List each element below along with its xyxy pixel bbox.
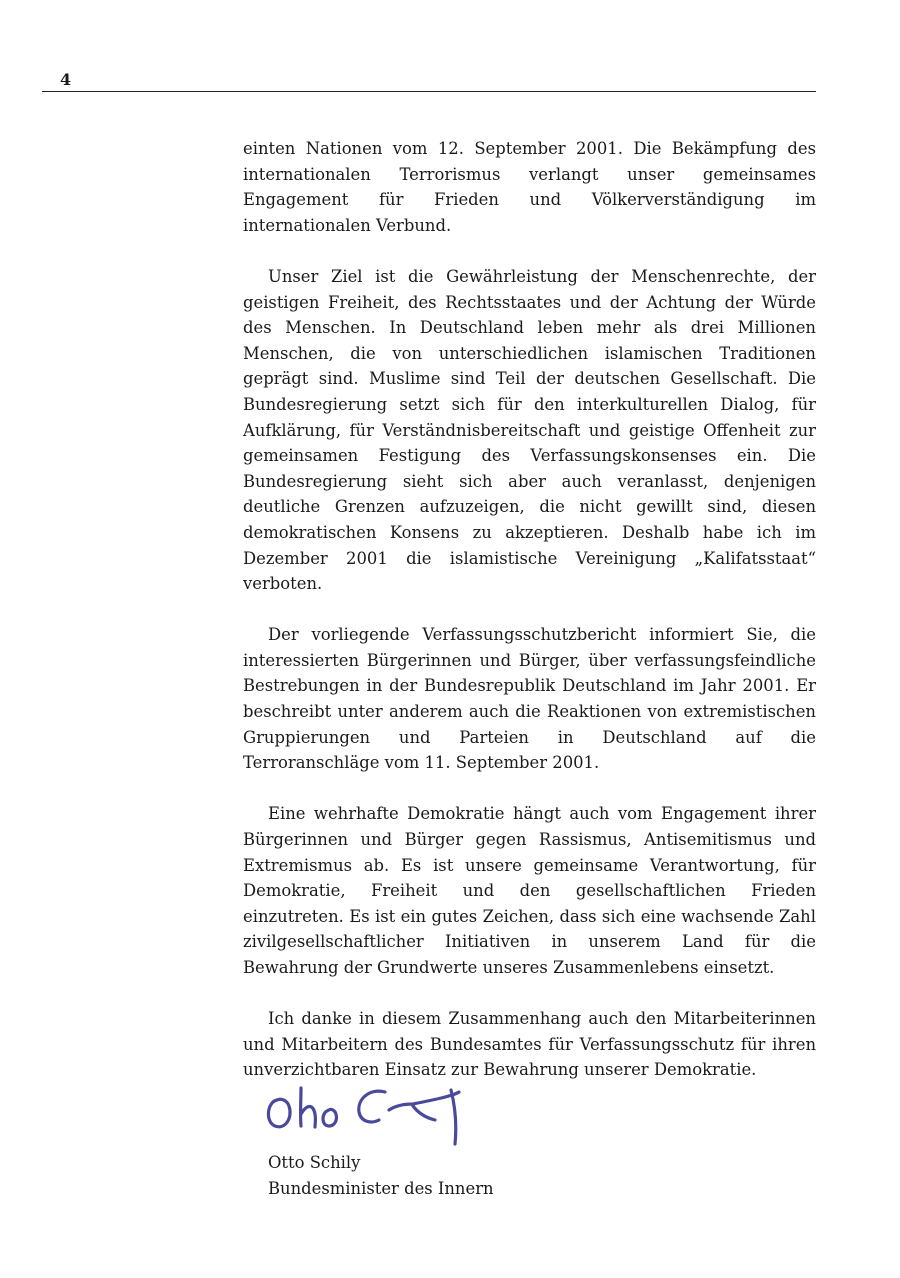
handwritten-signature-icon [263,1070,478,1150]
page-number: 4 [60,70,72,89]
paragraph-1: einten Nationen vom 12. September 2001. Die Bekämpfung des internationalen Terrorismus verlangt unser gemeinsames Engagement für Frieden und Völkerverständigung im internationalen Verbund. [243,139,816,235]
signature-block [268,1070,568,1201]
body-text [243,136,816,1109]
paragraph-2: Unser Ziel ist die Gewährleistung der Menschenrechte, der geistigen Freiheit, des Rechtsstaates und der Achtung der Würde des Menschen. In Deutschland leben mehr als drei Millionen Menschen, die von unterschiedlichen islamischen Traditionen geprägt sind. Muslime sind Teil der deutschen Gesellschaft. Die Bundesregierung setzt sich für den interkulturellen Dialog, für Aufklärung, für Verständnisbereitschaft und geistige Offenheit zur gemeinsamen Festigung des Verfassungskonsenses ein. Die Bundesregierung sieht sich aber auch veranlasst, denjenigen deutliche Grenzen aufzuzeigen, die nicht gewillt sind, diesen demokratischen Konsens zu akzeptieren. Deshalb habe ich im Dezember 2001 die islamistische Vereinigung „Kalifatsstaat“ verboten. [243,266,816,594]
signer-name: Otto Schily [268,1153,361,1172]
signer-title: Bundesminister des Innern [268,1178,494,1198]
header-rule [42,91,816,92]
paragraph-4: Eine wehrhafte Demokratie hängt auch vom Engagement ihrer Bürgerinnen und Bürger gegen Rassismus, Antisemitismus und Extremismus ab. Es ist unsere gemeinsame Verantwortung, für Demokratie, Freiheit und den gesellschaftlichen Frieden einzutreten. Es ist ein gutes Zeichen, dass sich eine wachsende Zahl zivilgesellschaftlicher Initiativen in unserem Land für die Bewahrung der Grundwerte unseres Zusammenlebens einsetzt. [243,804,816,977]
paragraph-3: Der vorliegende Verfassungsschutzbericht informiert Sie, die interessierten Bürgerinnen und Bürger, über verfassungsfeindliche Bestrebungen in der Bundesrepublik Deutschland im Jahr 2001. Er beschreibt unter anderem auch die Reaktionen von extremistischen Gruppierungen und Parteien in Deutschland auf die Terroranschläge vom 11. September 2001. [243,625,816,773]
paragraph-5: Ich danke in diesem Zusammenhang auch den Mitarbeiterinnen und Mitarbeitern des Bundesamtes für Verfassungsschutz für ihren unverzichtbaren Einsatz zur Bewahrung unserer Demokratie. [243,1009,816,1080]
